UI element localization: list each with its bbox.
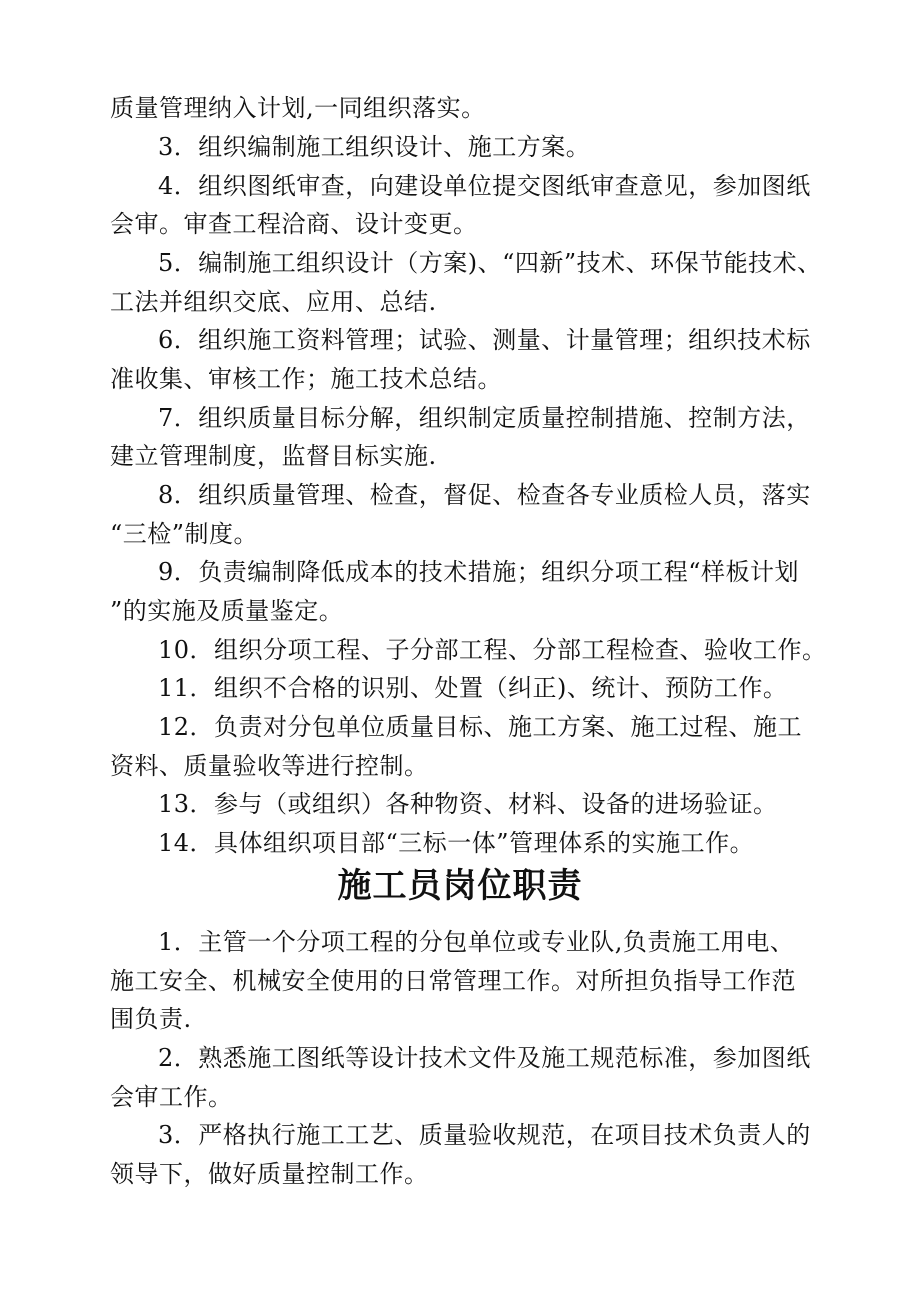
text-line: 11．组织不合格的识别、处置（纠正)、统计、预防工作。 xyxy=(158,674,788,702)
text-line: 8．组织质量管理、检查，督促、检查各专业质检人员，落实 xyxy=(158,481,811,509)
text-line: 会审工作。 xyxy=(110,1083,233,1111)
section-title: 施工员岗位职责 xyxy=(337,866,583,906)
text-line: 13．参与（或组织）各种物资、材料、设备的进场验证。 xyxy=(158,790,778,818)
text-line: 工法并组织交底、应用、总结. xyxy=(110,288,437,316)
text-line: 9．负责编制降低成本的技术措施；组织分项工程“样板计划 xyxy=(158,558,800,586)
text-line: 5．编制施工组织设计（方案)、“四新”技术、环保节能技术、 xyxy=(158,249,822,277)
text-line: 7．组织质量目标分解，组织制定质量控制措施、控制方法， xyxy=(158,404,811,432)
text-line: 12．负责对分包单位质量目标、施工方案、施工过程、施工 xyxy=(158,713,803,741)
text-line: “三检”制度。 xyxy=(110,520,259,548)
text-line: ”的实施及质量鉴定。 xyxy=(110,597,344,625)
text-line: 1．主管一个分项工程的分包单位或专业队,负责施工用电、 xyxy=(158,928,795,956)
text-line: 领导下，做好质量控制工作。 xyxy=(110,1160,429,1188)
text-line: 建立管理制度，监督目标实施. xyxy=(110,442,437,470)
text-line: 施工安全、机械安全使用的日常管理工作。对所担负指导工作范 xyxy=(110,967,796,995)
text-line: 资料、质量验收等进行控制。 xyxy=(110,752,429,780)
text-line: 14．具体组织项目部“三标一体”管理体系的实施工作。 xyxy=(158,829,755,857)
text-line: 10．组织分项工程、子分部工程、分部工程检查、验收工作。 xyxy=(158,636,827,664)
text-line: 质量管理纳入计划,一同组织落实。 xyxy=(110,94,486,122)
text-line: 4．组织图纸审查，向建设单位提交图纸审查意见，参加图纸 xyxy=(158,172,811,200)
text-line: 准收集、审核工作；施工技术总结。 xyxy=(110,365,502,393)
text-line: 6．组织施工资料管理；试验、测量、计量管理；组织技术标 xyxy=(158,326,811,354)
text-line: 3．组织编制施工组织设计、施工方案。 xyxy=(158,133,591,161)
text-line: 3．严格执行施工工艺、质量验收规范，在项目技术负责人的 xyxy=(158,1121,811,1149)
text-line: 围负责. xyxy=(110,1005,192,1033)
text-line: 会审。审查工程洽商、设计变更。 xyxy=(110,210,478,238)
text-line: 2．熟悉施工图纸等设计技术文件及施工规范标准，参加图纸 xyxy=(158,1044,811,1072)
